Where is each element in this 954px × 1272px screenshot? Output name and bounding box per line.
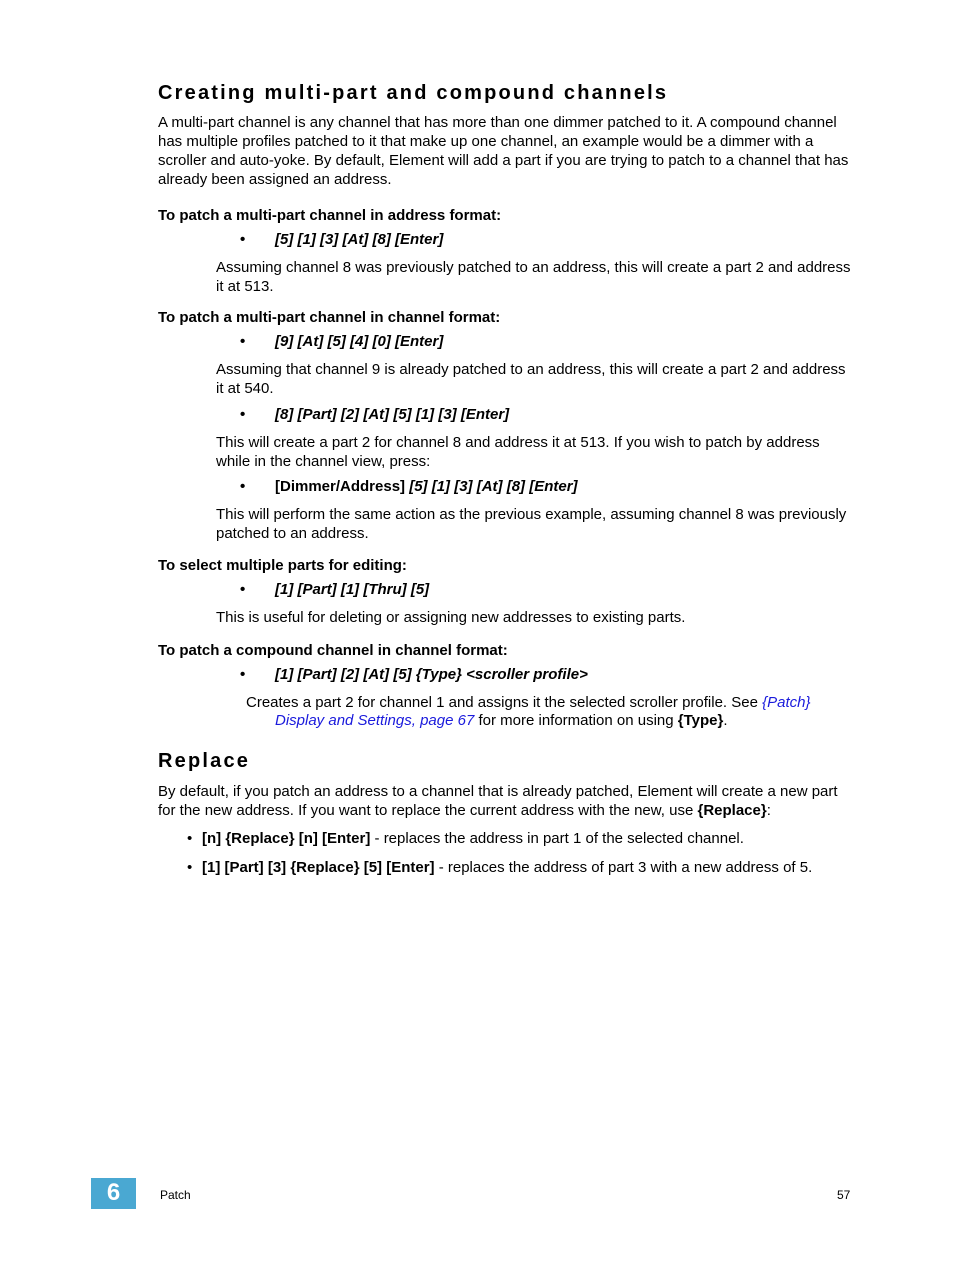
procedure-heading: To patch a compound channel in channel format:	[158, 642, 508, 659]
command-text: [5] [1] [3] [At] [8] [Enter]	[409, 478, 578, 495]
page-number: 57	[837, 1188, 851, 1202]
bullet-icon: •	[187, 830, 193, 847]
command-text: [1] [Part] [1] [Thru] [5]	[275, 581, 430, 598]
command-description: This will create a part 2 for channel 8 and address it at 513. If you wish to patch by address while in the channel view, press:	[216, 434, 820, 470]
procedure-heading: To select multiple parts for editing:	[158, 557, 407, 574]
command-bullet	[240, 231, 444, 248]
bullet-icon: •	[240, 666, 246, 683]
command-bullet	[240, 666, 588, 683]
command-bullet	[240, 406, 510, 423]
command-text: [9] [At] [5] [4] [0] [Enter]	[275, 333, 444, 350]
bullet-icon: •	[240, 333, 246, 350]
procedure-heading: To patch a multi-part channel in channel format:	[158, 309, 501, 326]
description-bold: {Type}	[677, 712, 724, 729]
bullet-icon: •	[187, 859, 193, 876]
command-description: Assuming that channel 9 is already patched to an address, this will create a part 2 and address it at 540.	[216, 361, 846, 397]
intro-text: By default, if you patch an address to a channel that is already patched, Element will create a new part for the new address. If you want to replace the current address with the new, use	[158, 783, 838, 819]
intro-bold: {Replace}	[697, 802, 767, 819]
intro-paragraph: A multi-part channel is any channel that has more than one dimmer patched to it. A compound channel has multiple profiles patched to it that make up one channel, an example would be a dimmer with a scroller and auto-yoke. By default, Element will add a part if you are trying to patch to a channel that has already been assigned an address.	[158, 114, 849, 188]
command-key-text: [Dimmer/Address]	[275, 478, 406, 495]
command-text: [8] [Part] [2] [At] [5] [1] [3] [Enter]	[275, 406, 510, 423]
item-bold: [1] [Part] [3] {Replace} [5] [Enter]	[202, 859, 435, 876]
item-text: - replaces the address of part 3 with a new address of 5.	[434, 859, 813, 876]
command-bullet	[240, 333, 444, 350]
command-bullet	[240, 581, 430, 598]
bullet-icon: •	[240, 231, 246, 248]
section-title-multipart: Creating multi-part and compound channels	[158, 82, 669, 104]
list-item	[187, 859, 882, 876]
command-description: This will perform the same action as the previous example, assuming channel 8 was previously patched to an address.	[216, 506, 847, 542]
command-text: [5] [1] [3] [At] [8] [Enter]	[275, 231, 444, 248]
command-bullet	[240, 478, 578, 495]
command-description: Assuming channel 8 was previously patched to an address, this will create a part 2 and address it at 513.	[216, 259, 851, 295]
intro-end: :	[766, 802, 771, 819]
command-description: This is useful for deleting or assigning new addresses to existing parts.	[216, 609, 686, 626]
command-text: [1] [Part] [2] [At] [5] {Type} <scroller profile>	[275, 666, 588, 683]
chapter-name: Patch	[160, 1188, 191, 1202]
section-title-replace: Replace	[158, 750, 251, 772]
intro-paragraph	[158, 782, 858, 820]
bullet-icon: •	[240, 406, 246, 423]
description-text: for more information on using	[478, 712, 674, 729]
command-description	[246, 693, 856, 712]
list-item	[187, 830, 862, 847]
cross-reference-link[interactable]: {Patch}	[762, 694, 811, 711]
item-bold: [n] {Replace} [n] [Enter]	[202, 830, 371, 847]
cross-reference-link[interactable]: Display and Settings, page 67	[275, 712, 475, 729]
description-text: Creates a part 2 for channel 1 and assigns it the selected scroller profile. See	[246, 694, 758, 711]
chapter-tab: 6	[91, 1178, 136, 1209]
item-text: - replaces the address in part 1 of the selected channel.	[370, 830, 744, 847]
description-end: .	[723, 712, 728, 729]
procedure-heading: To patch a multi-part channel in address format:	[158, 207, 502, 224]
bullet-icon: •	[240, 478, 246, 495]
command-description-cont	[275, 711, 865, 730]
bullet-icon: •	[240, 581, 246, 598]
